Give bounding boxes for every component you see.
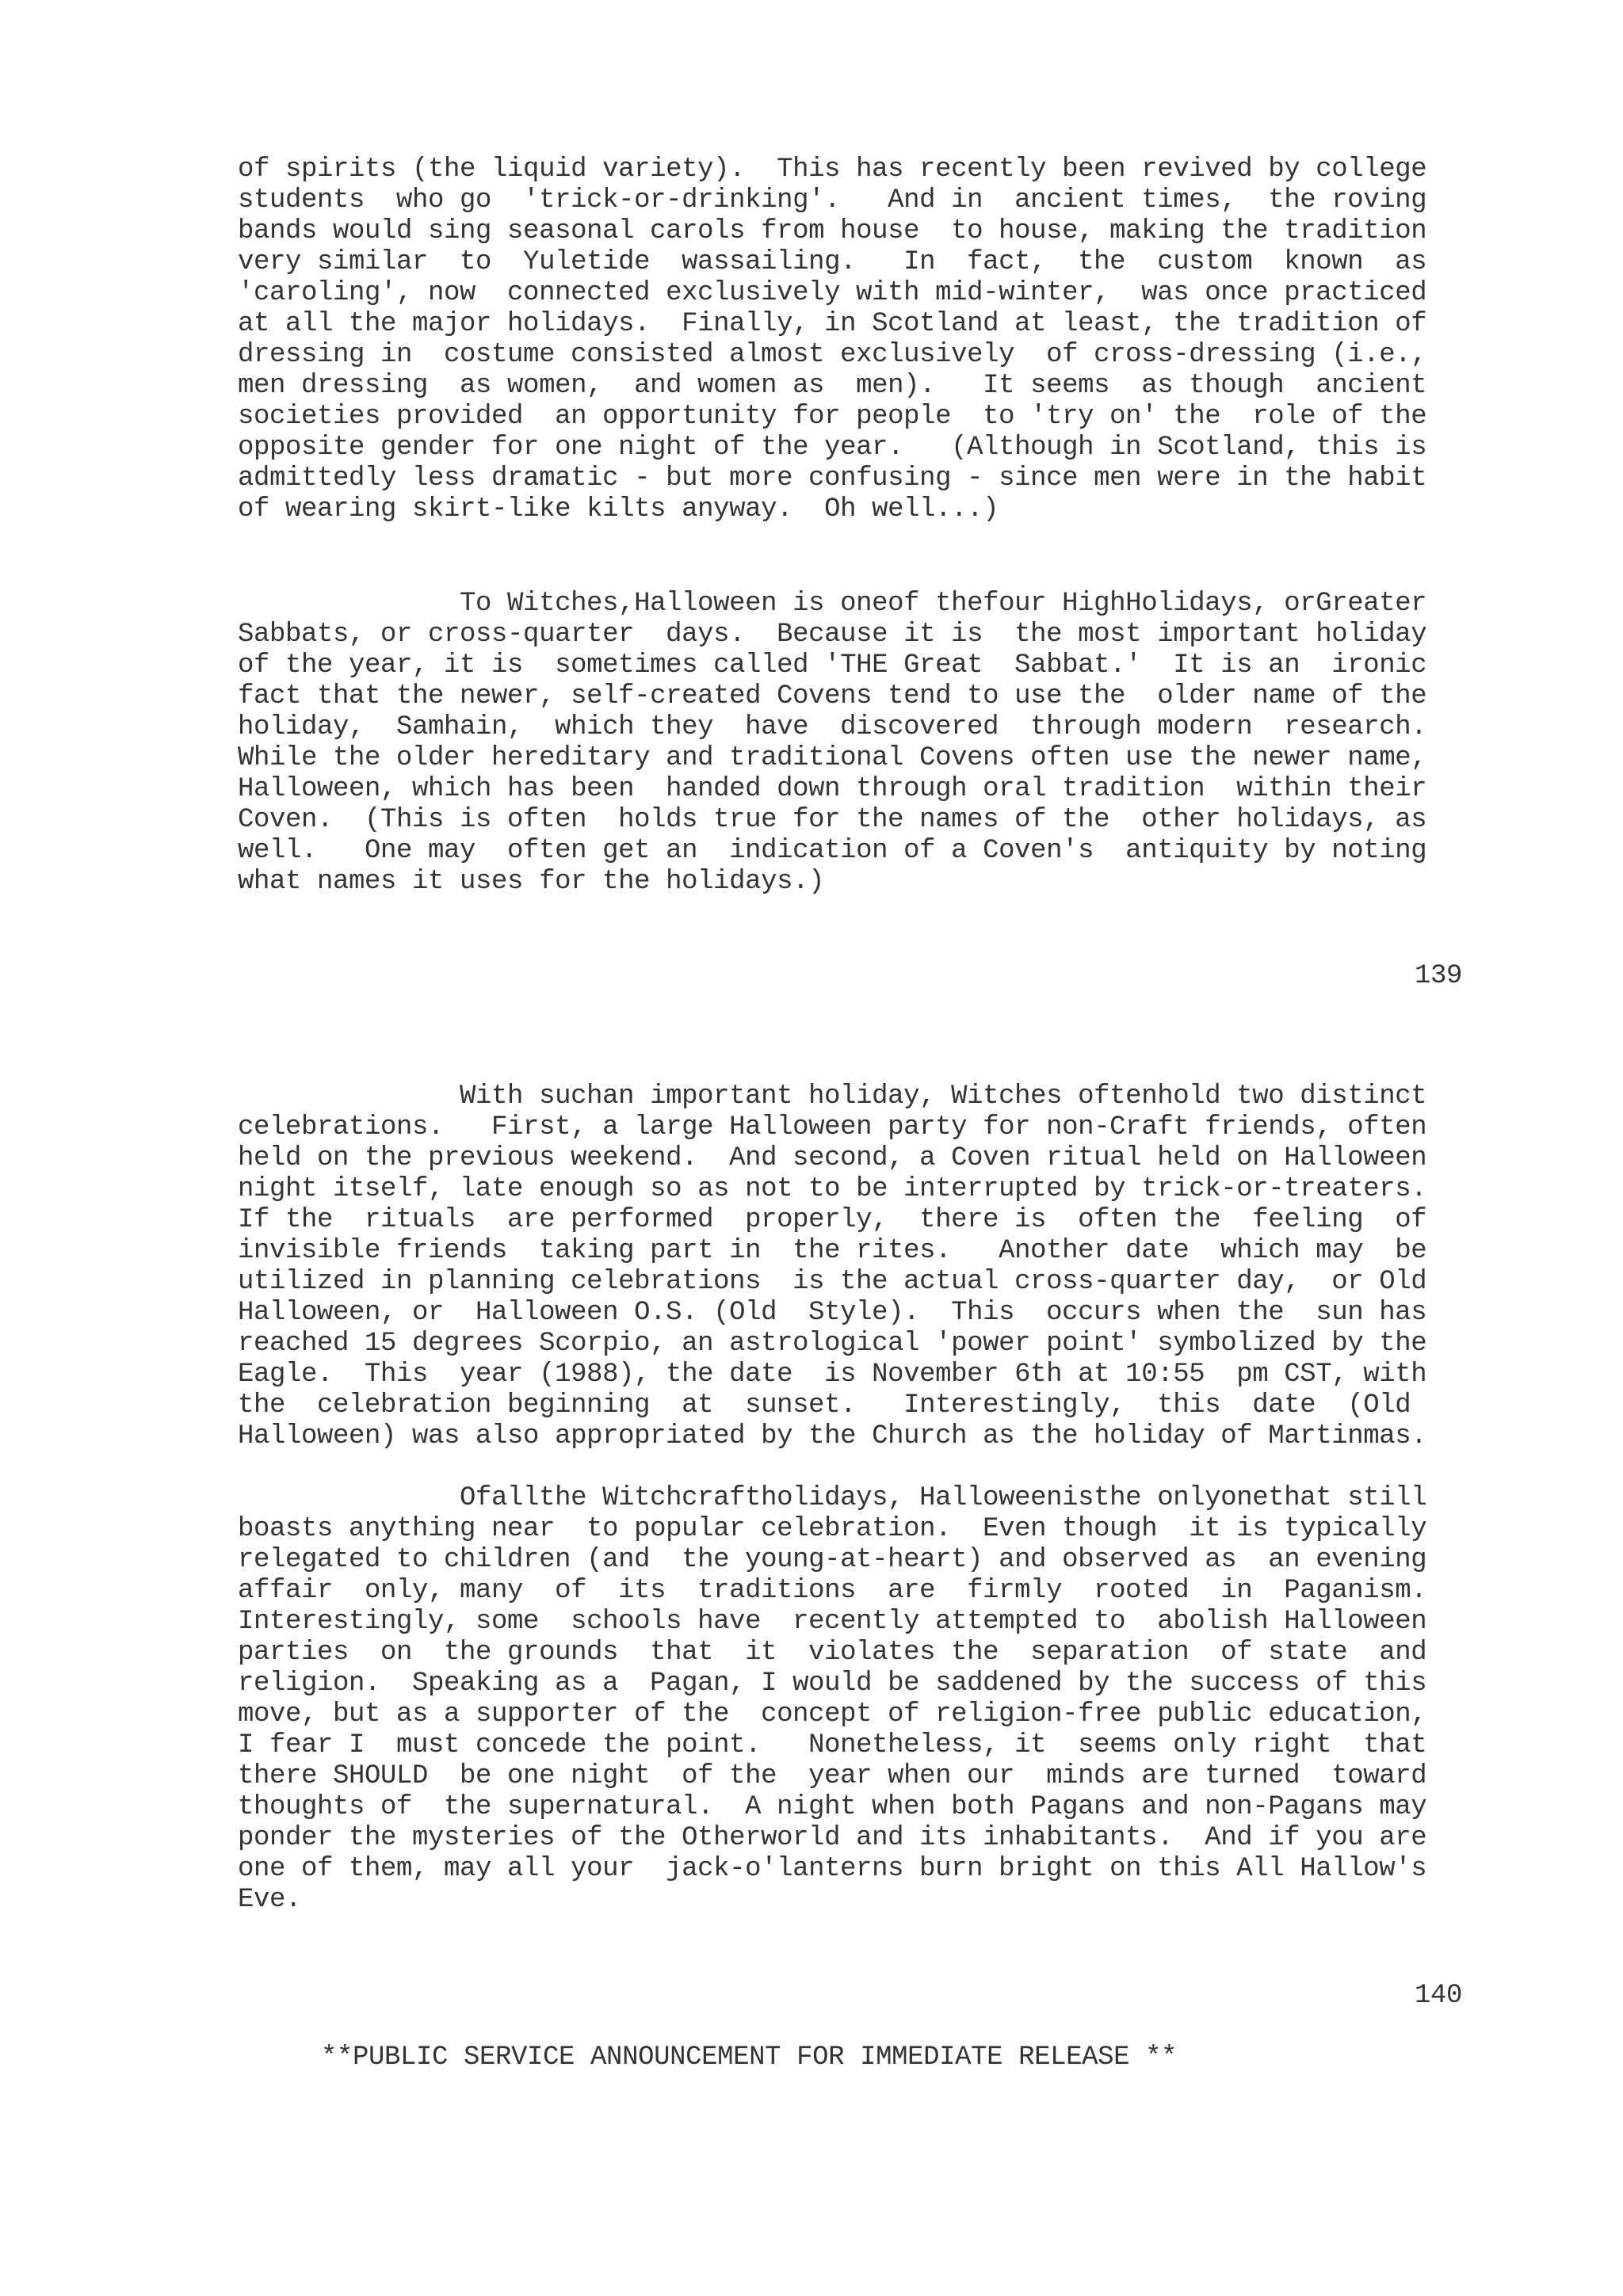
text-line: at all the major holidays. Finally, in Scotland at least, the tradition of xyxy=(238,309,1427,339)
text-line: of wearing skirt-like kilts anyway. Oh well...) xyxy=(238,494,999,524)
text-line: utilized in planning celebrations is the actual cross-quarter day, or Old xyxy=(238,1267,1427,1297)
text-line: Ofallthe Witchcraftholidays, Halloweenisthe onlyonethat still xyxy=(238,1483,1427,1513)
text-line: Sabbats, or cross-quarter days. Because it is the most important holiday xyxy=(238,620,1427,650)
text-line: there SHOULD be one night of the year when our minds are turned toward xyxy=(238,1761,1427,1791)
text-line: Halloween, or Halloween O.S. (Old Style). This occurs when the sun has xyxy=(238,1298,1427,1328)
text-line: Interestingly, some schools have recently attempted to abolish Halloween xyxy=(238,1607,1427,1637)
text-line: Halloween, which has been handed down through oral tradition within their xyxy=(238,774,1427,804)
text-line: of the year, it is sometimes called 'THE Great Sabbat.' It is an ironic xyxy=(238,650,1427,681)
text-line: relegated to children (and the young-at-heart) and observed as an evening xyxy=(238,1545,1427,1575)
text-line: move, but as a supporter of the concept of religion-free public education, xyxy=(238,1699,1427,1730)
text-line: Halloween) was also appropriated by the Church as the holiday of Martinmas. xyxy=(238,1421,1427,1451)
text-line: While the older hereditary and traditional Covens often use the newer name, xyxy=(238,743,1427,773)
text-line: held on the previous weekend. And second, a Coven ritual held on Halloween xyxy=(238,1143,1427,1173)
text-line: Eve. xyxy=(238,1885,302,1915)
text-line: invisible friends taking part in the rites. Another date which may be xyxy=(238,1236,1427,1266)
text-line: boasts anything near to popular celebration. Even though it is typically xyxy=(238,1514,1427,1544)
text-line: celebrations. First, a large Halloween party for non-Craft friends, often xyxy=(238,1112,1427,1142)
text-line: opposite gender for one night of the year. (Although in Scotland, this is xyxy=(238,433,1427,463)
text-line: night itself, late enough so as not to be interrupted by trick-or-treaters. xyxy=(238,1174,1427,1204)
text-line: religion. Speaking as a Pagan, I would be saddened by the success of this xyxy=(238,1669,1427,1699)
text-line: societies provided an opportunity for people to 'try on' the role of the xyxy=(238,402,1427,432)
text-line: very similar to Yuletide wassailing. In fact, the custom known as xyxy=(238,247,1427,277)
text-line: bands would sing seasonal carols from house to house, making the tradition xyxy=(238,216,1427,246)
text-line: men dressing as women, and women as men). It seems as though ancient xyxy=(238,371,1427,401)
text-line: affair only, many of its traditions are firmly rooted in Paganism. xyxy=(238,1576,1427,1606)
page-number-140: 140 xyxy=(1414,1981,1462,2011)
text-line: well. One may often get an indication of a Coven's antiquity by noting xyxy=(238,836,1427,866)
text-line: To Witches,Halloween is oneof thefour HighHolidays, orGreater xyxy=(238,589,1427,619)
text-line: of spirits (the liquid variety). This has recently been revived by college xyxy=(238,154,1427,185)
text-line: If the rituals are performed properly, there is often the feeling of xyxy=(238,1205,1427,1235)
text-line: Coven. (This is often holds true for the names of the other holidays, as xyxy=(238,805,1427,835)
text-line: students who go 'trick-or-drinking'. And in ancient times, the roving xyxy=(238,185,1427,215)
text-line: dressing in costume consisted almost exclusively of cross-dressing (i.e., xyxy=(238,340,1427,370)
text-line: what names it uses for the holidays.) xyxy=(238,867,825,897)
text-line: parties on the grounds that it violates the separation of state and xyxy=(238,1638,1427,1668)
text-line: thoughts of the supernatural. A night when both Pagans and non-Pagans may xyxy=(238,1792,1427,1822)
text-line: With suchan important holiday, Witches oftenhold two distinct xyxy=(238,1081,1427,1112)
text-line: fact that the newer, self-created Covens tend to use the older name of the xyxy=(238,681,1427,711)
text-line: holiday, Samhain, which they have discovered through modern research. xyxy=(238,712,1427,742)
text-line: reached 15 degrees Scorpio, an astrological 'power point' symbolized by the xyxy=(238,1329,1427,1359)
text-line: admittedly less dramatic - but more confusing - since men were in the habit xyxy=(238,463,1427,494)
text-line: 'caroling', now connected exclusively with mid-winter, was once practiced xyxy=(238,278,1427,308)
text-line: ponder the mysteries of the Otherworld and its inhabitants. And if you are xyxy=(238,1823,1427,1853)
announcement-heading: **PUBLIC SERVICE ANNOUNCEMENT FOR IMMEDIATE RELEASE ** xyxy=(321,2042,1178,2073)
page-number-139: 139 xyxy=(1414,961,1462,991)
text-line: the celebration beginning at sunset. Interestingly, this date (Old xyxy=(238,1390,1411,1421)
text-line: one of them, may all your jack-o'lanterns burn bright on this All Hallow's xyxy=(238,1854,1427,1884)
text-line: Eagle. This year (1988), the date is November 6th at 10:55 pm CST, with xyxy=(238,1360,1427,1390)
text-line: I fear I must concede the point. Nonetheless, it seems only right that xyxy=(238,1730,1427,1760)
